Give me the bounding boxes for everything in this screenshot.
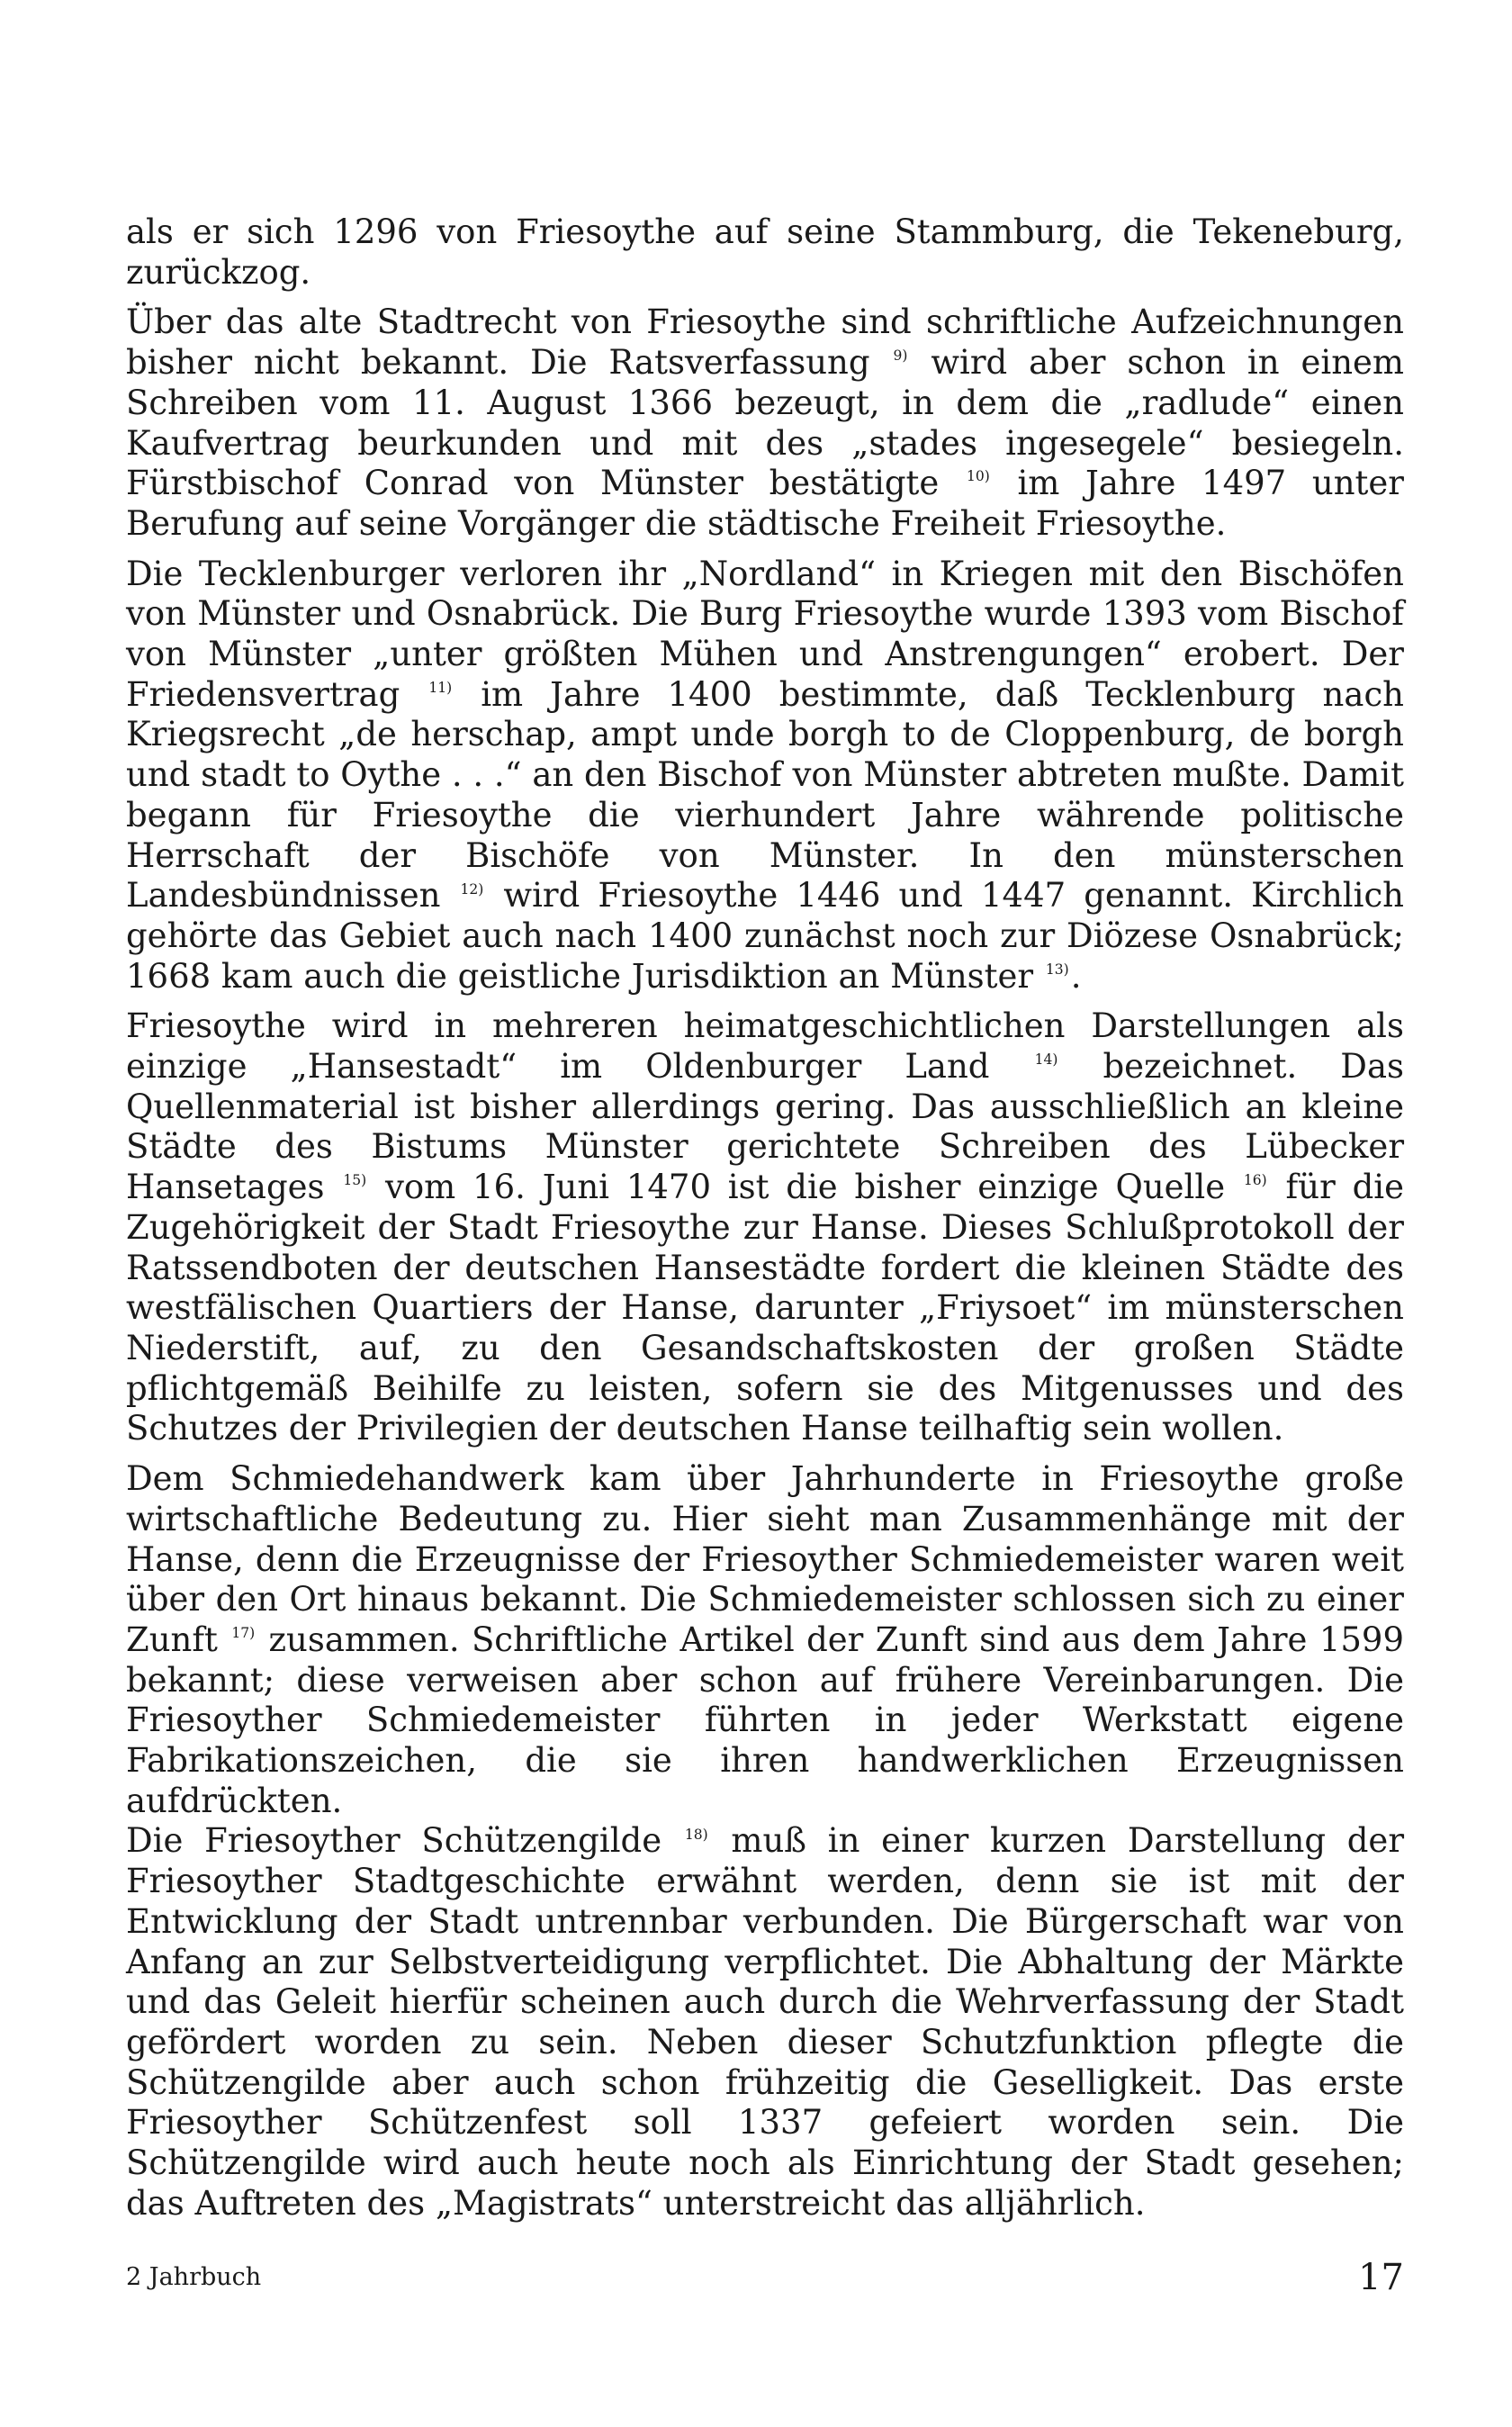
footnote-ref: 15) [343,1172,367,1189]
paragraph-4 [126,1006,1404,1449]
footnote-ref: 18) [684,1826,708,1843]
text-run: Die Tecklenburger verloren ihr „Nordland“ in Kriegen mit den Bischöfen von Münster und Osnabrück. Die Burg Friesoythe wurde 1393 vom Bischof von Münster „unter größten Mühen und Anstrengungen“ erobert. Der Friedensvertrag [126,554,1404,714]
page-number: 17 [1358,2257,1404,2298]
text-run: wird Friesoythe 1446 und 1447 genannt. Kirchlich gehörte das Gebiet auch nach 1400 zunächst noch zur Diözese Osnabrück; 1668 kam auch die geistliche Jurisdiktion an Münster [126,876,1405,996]
paragraph-5 [126,1459,1404,1821]
text-run: wird aber schon in einem Schreiben vom 11. August 1366 bezeugt, in dem die „radlude“ einen Kaufvertrag beurkunden und mit des „stades ingesegele“ besiegeln. Fürstbischof Conrad von Münster bestätigte [126,343,1404,503]
printer-signature: 2 Jahrbuch [126,2263,262,2291]
text-run: Über das alte Stadtrecht von Friesoythe sind schriftliche Aufzeichnungen bisher nicht bekannt. Die Ratsverfassung [126,302,1404,383]
paragraph-6 [126,1821,1404,2224]
text-run: Die Friesoyther Schützengilde [126,1821,683,1861]
text-run: im Jahre 1497 unter Berufung auf seine Vorgänger die städtische Freiheit Friesoythe. [126,464,1404,543]
text-run: für die Zugehörigkeit der Stadt Friesoythe zur Hanse. Dieses Schlußprotokoll der Ratssendboten der deutschen Hansestädte fordert die kleinen Städte des westfälischen Quartiers der Hanse, darunter „Friysoet“ im münsterschen Niederstift, auf, zu den Gesandschaftskosten der großen Städte pflichtgemäß Beihilfe zu leisten, sofern sie des Mitgenusses und des Schutzes der Privilegien der deutschen Hanse teilhaftig sein wollen. [126,1168,1404,1448]
text-run: zusammen. Schriftliche Artikel der Zunft sind aus dem Jahre 1599 bekannt; diese verweisen aber schon auf frühere Vereinbarungen. Die Friesoyther Schmiedemeister führten in jeder Werkstatt eigene Fabrikationszeichen, die sie ihren handwerklichen Erzeugnissen aufdrückten. [126,1620,1404,1820]
footnote-ref: 10) [966,468,990,485]
paragraph-3 [126,555,1404,997]
paragraph-2 [126,302,1404,544]
body-text [126,212,1404,2233]
text-run: muß in einer kurzen Darstellung der Friesoyther Stadtgeschichte erwähnt werden, denn sie ist mit der Entwicklung der Stadt untrennbar verbunden. Die Bürgerschaft war von Anfang an zur Selbstverteidigung verpflichtet. Die Abhaltung der Märkte und das Geleit hierfür scheinen auch durch die Wehrverfassung der Stadt gefördert worden zu sein. Neben dieser Schutzfunktion pflegte die Schützengilde aber auch schon frühzeitig die Geselligkeit. Das erste Friesoyther Schützenfest soll 1337 gefeiert worden sein. Die Schützengilde wird auch heute noch als Einrichtung der Stadt gesehen; das Auftreten des „Magistrats“ unterstreicht das alljährlich. [126,1821,1405,2223]
footnote-ref: 17) [231,1625,256,1642]
footnote-ref: 9) [893,347,908,365]
text-run: . [1070,956,1082,996]
paragraph-1 [126,212,1404,293]
footnote-ref: 11) [428,679,453,696]
text-run: als er sich 1296 von Friesoythe auf seine Stammburg, die Tekeneburg, zurückzog. [126,212,1404,292]
text-run: bezeichnet. Das Quellenmaterial ist bisher allerdings gering. Das ausschließlich an kleine Städte des Bistums Münster gerichtete Schreiben des Lübecker Hansetages [126,1047,1404,1207]
footnote-ref: 13) [1045,961,1069,978]
text-run: im Jahre 1400 bestimmte, daß Tecklenburg nach Kriegsrecht „de herschap, ampt unde borgh to de Cloppenburg, de borgh und stadt to Oythe . . .“ an den Bischof von Münster abtreten mußte. Damit begann für Friesoythe die vierhundert Jahre währende politische Herrschaft der Bischöfe von Münster. In den münsterschen Landesbündnissen [126,674,1404,916]
text-run: Friesoythe wird in mehreren heimatgeschichtlichen Darstellungen als einzige „Hansestadt“ im Oldenburger Land [126,1006,1404,1087]
text-run: Dem Schmiedehandwerk kam über Jahrhunderte in Friesoythe große wirtschaftliche Bedeutung zu. Hier sieht man Zusammenhänge mit der Hanse, denn die Erzeugnisse der Friesoyther Schmiedemeister waren weit über den Ort hinaus bekannt. Die Schmiedemeister schlossen sich zu einer Zunft [126,1459,1404,1659]
footnote-ref: 16) [1243,1172,1267,1189]
footnote-ref: 14) [1034,1051,1058,1069]
text-run: vom 16. Juni 1470 ist die bisher einzige Quelle [368,1168,1242,1207]
footnote-ref: 12) [460,880,484,898]
